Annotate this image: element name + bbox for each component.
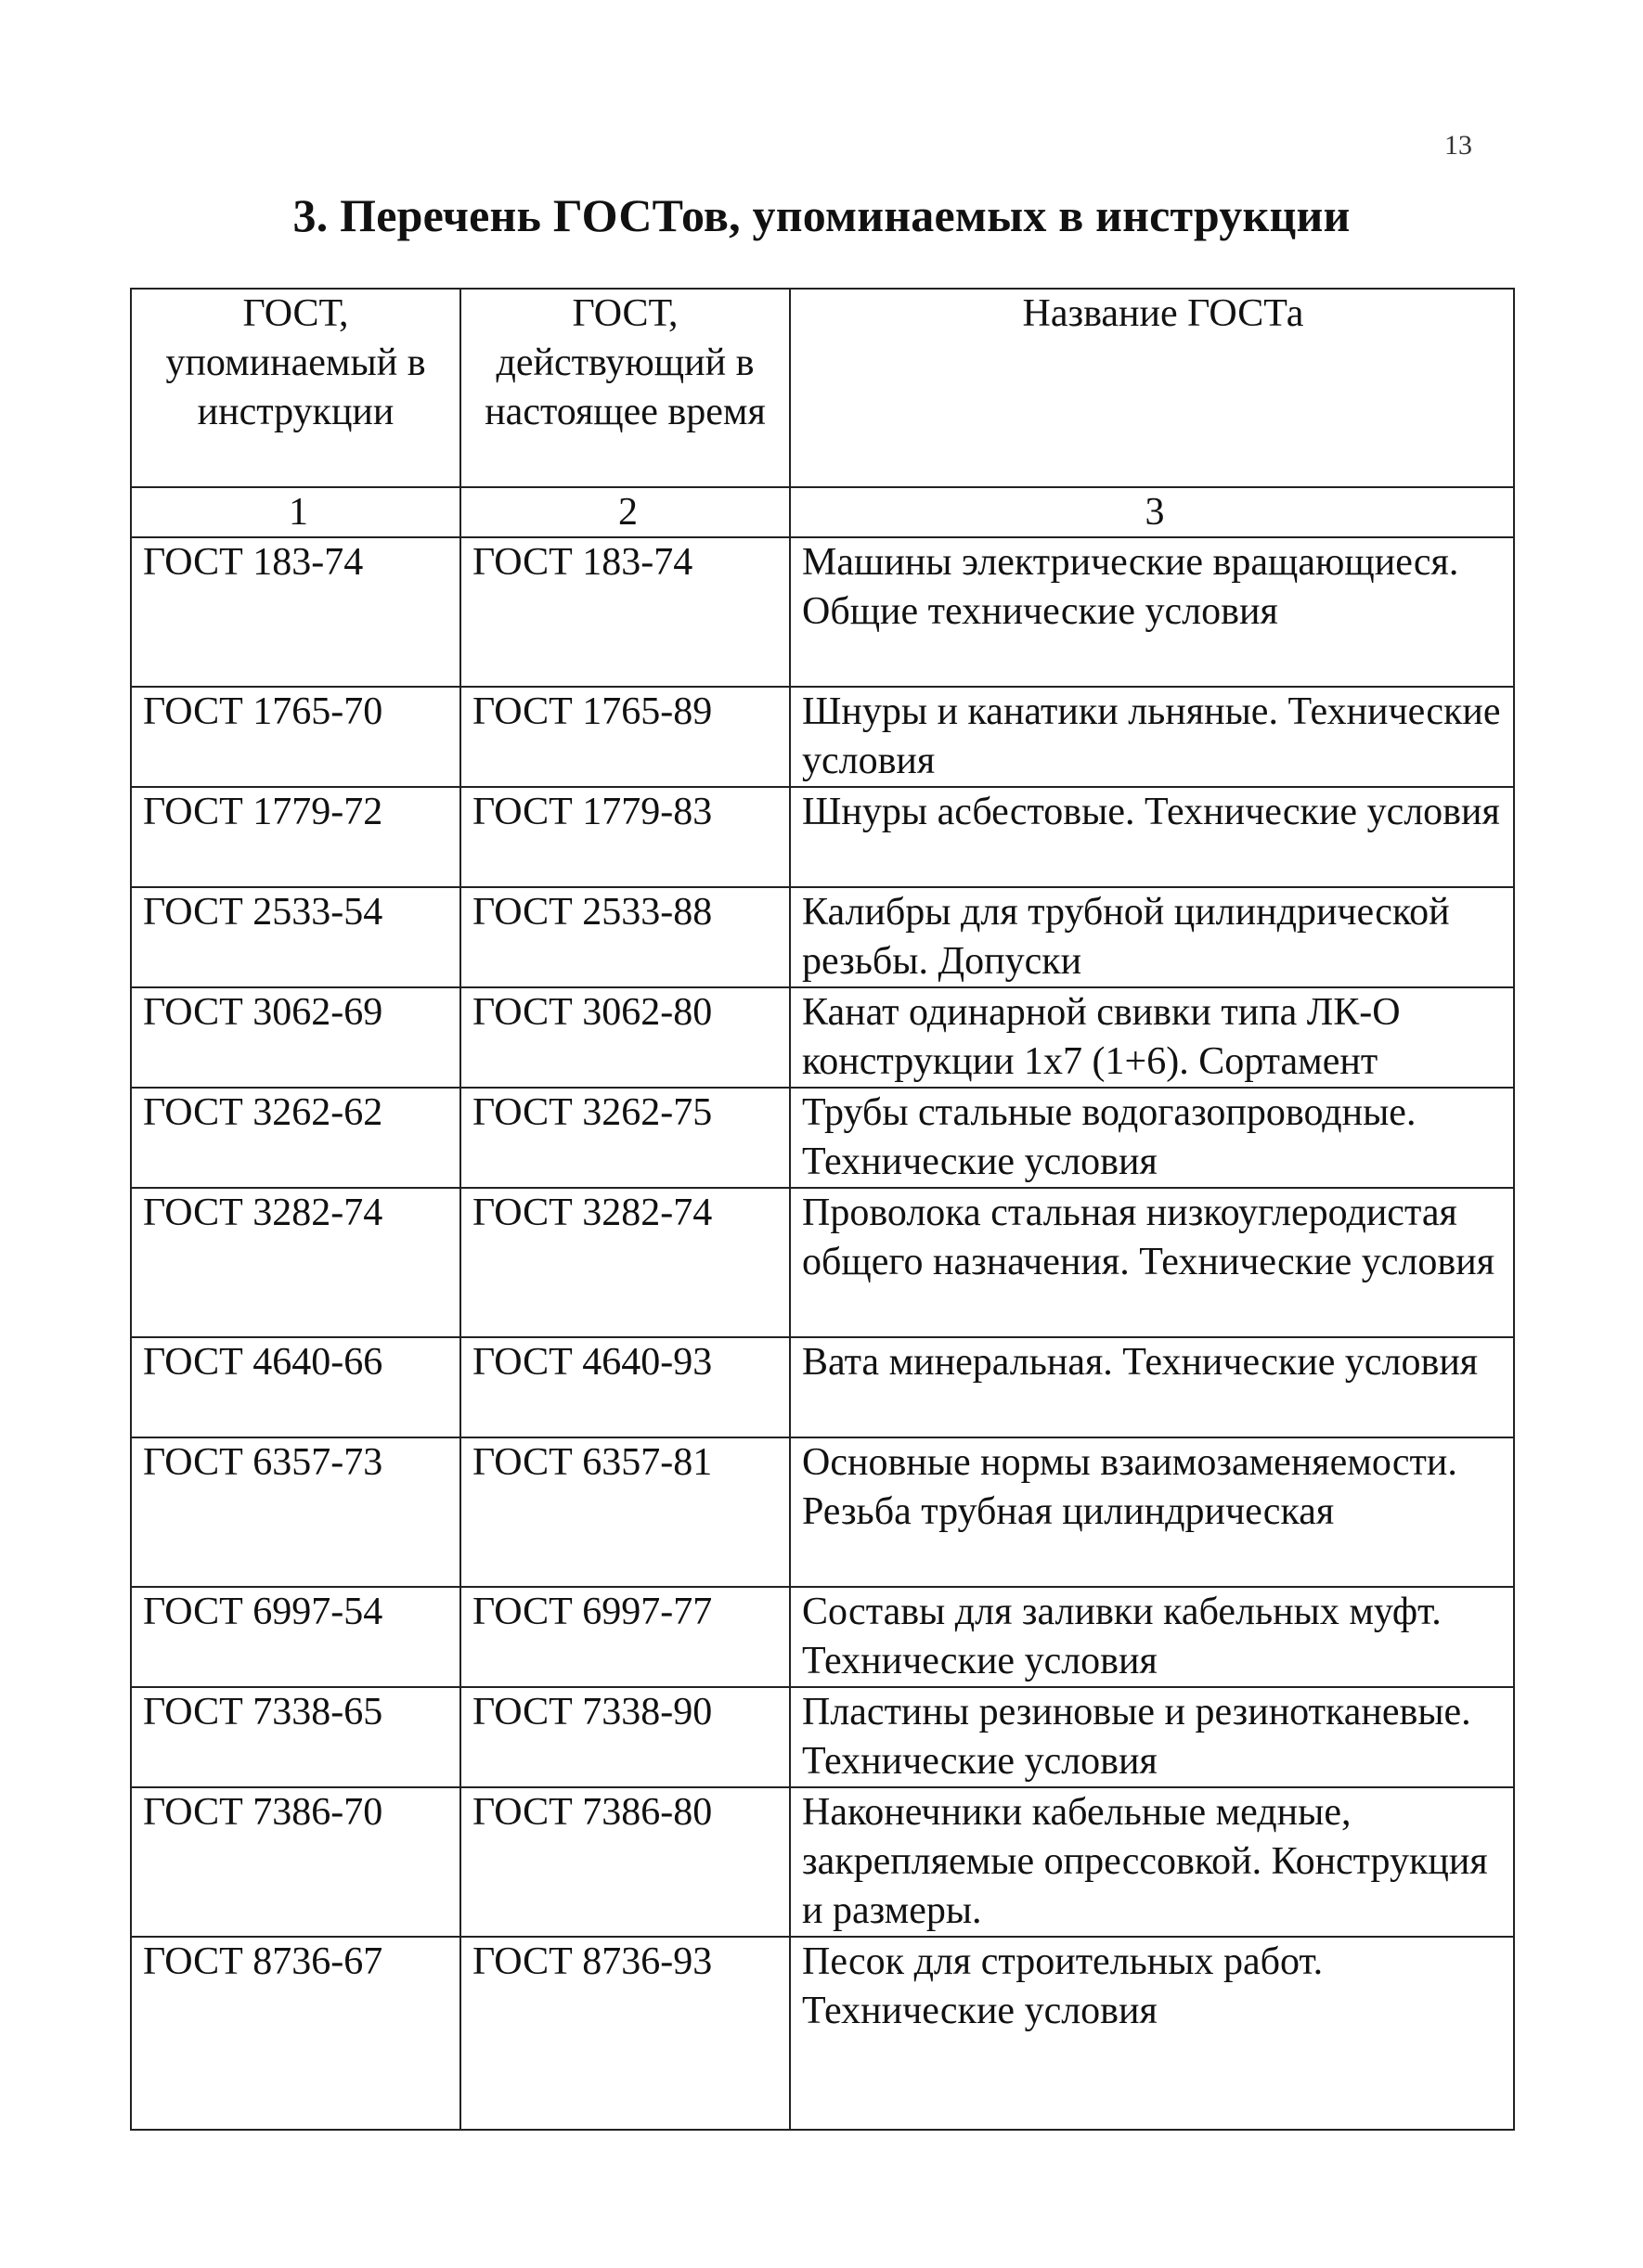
cell-current: ГОСТ 7386-80: [460, 1787, 790, 1937]
cell-name: Основные нормы взаимозаменяемости. Резьба трубная цилиндрическая: [790, 1437, 1514, 1587]
table-row: [131, 1337, 1514, 1437]
header-current-gost: ГОСТ, действующий в настоящее время: [460, 289, 790, 487]
cell-mentioned: ГОСТ 3282-74: [131, 1188, 460, 1337]
cell-mentioned: ГОСТ 3262-62: [131, 1088, 460, 1188]
cell-current: ГОСТ 183-74: [460, 537, 790, 687]
cell-current: ГОСТ 2533-88: [460, 887, 790, 987]
table-row: [131, 1088, 1514, 1188]
cell-current: ГОСТ 3262-75: [460, 1088, 790, 1188]
cell-mentioned: ГОСТ 2533-54: [131, 887, 460, 987]
table-row: [131, 1787, 1514, 1937]
column-number-row: [131, 487, 1514, 537]
page-number: 13: [1444, 130, 1472, 161]
cell-mentioned: ГОСТ 183-74: [131, 537, 460, 687]
cell-name: Пластины резиновые и резинотканевые. Технические условия: [790, 1687, 1514, 1787]
table-row: [131, 1587, 1514, 1687]
cell-name: Калибры для трубной цилиндрической резьбы. Допуски: [790, 887, 1514, 987]
cell-current: ГОСТ 6997-77: [460, 1587, 790, 1687]
cell-current: ГОСТ 8736-93: [460, 1937, 790, 2130]
cell-name: Наконечники кабельные медные, закрепляемые опрессовкой. Конструкция и размеры.: [790, 1787, 1514, 1937]
cell-name: Шнуры и канатики льняные. Технические условия: [790, 687, 1514, 787]
column-number-1: 1: [131, 487, 460, 537]
cell-current: ГОСТ 3062-80: [460, 987, 790, 1088]
header-gost-name: Название ГОСТа: [790, 289, 1514, 487]
cell-current: ГОСТ 1765-89: [460, 687, 790, 787]
header-mentioned-gost: ГОСТ, упоминаемый в инструкции: [131, 289, 460, 487]
cell-mentioned: ГОСТ 1779-72: [131, 787, 460, 887]
cell-mentioned: ГОСТ 7386-70: [131, 1787, 460, 1937]
cell-current: ГОСТ 7338-90: [460, 1687, 790, 1787]
cell-current: ГОСТ 4640-93: [460, 1337, 790, 1437]
table-row: [131, 537, 1514, 687]
cell-mentioned: ГОСТ 7338-65: [131, 1687, 460, 1787]
column-number-3: 3: [790, 487, 1514, 537]
cell-name: Вата минеральная. Технические условия: [790, 1337, 1514, 1437]
cell-name: Песок для строительных работ. Технические условия: [790, 1937, 1514, 2130]
table-row: [131, 787, 1514, 887]
cell-mentioned: ГОСТ 6997-54: [131, 1587, 460, 1687]
page-title: 3. Перечень ГОСТов, упоминаемых в инструкции: [292, 189, 1351, 241]
cell-mentioned: ГОСТ 3062-69: [131, 987, 460, 1088]
cell-mentioned: ГОСТ 1765-70: [131, 687, 460, 787]
cell-current: ГОСТ 1779-83: [460, 787, 790, 887]
cell-mentioned: ГОСТ 6357-73: [131, 1437, 460, 1587]
table-row: [131, 887, 1514, 987]
table-header-row: [131, 289, 1514, 487]
column-number-2: 2: [460, 487, 790, 537]
cell-name: Трубы стальные водогазопроводные. Технические условия: [790, 1088, 1514, 1188]
table-row: [131, 1937, 1514, 2130]
table-row: [131, 687, 1514, 787]
cell-name: Канат одинарной свивки типа ЛК-О конструкции 1х7 (1+6). Сортамент: [790, 987, 1514, 1088]
cell-name: Шнуры асбестовые. Технические условия: [790, 787, 1514, 887]
cell-current: ГОСТ 6357-81: [460, 1437, 790, 1587]
table-row: [131, 1188, 1514, 1337]
cell-name: Машины электрические вращающиеся. Общие технические условия: [790, 537, 1514, 687]
cell-mentioned: ГОСТ 8736-67: [131, 1937, 460, 2130]
cell-name: Проволока стальная низкоуглеродистая общего назначения. Технические условия: [790, 1188, 1514, 1337]
cell-name: Составы для заливки кабельных муфт. Технические условия: [790, 1587, 1514, 1687]
table-row: [131, 987, 1514, 1088]
gost-table: [130, 288, 1515, 2131]
cell-current: ГОСТ 3282-74: [460, 1188, 790, 1337]
table-row: [131, 1437, 1514, 1587]
table-row: [131, 1687, 1514, 1787]
cell-mentioned: ГОСТ 4640-66: [131, 1337, 460, 1437]
